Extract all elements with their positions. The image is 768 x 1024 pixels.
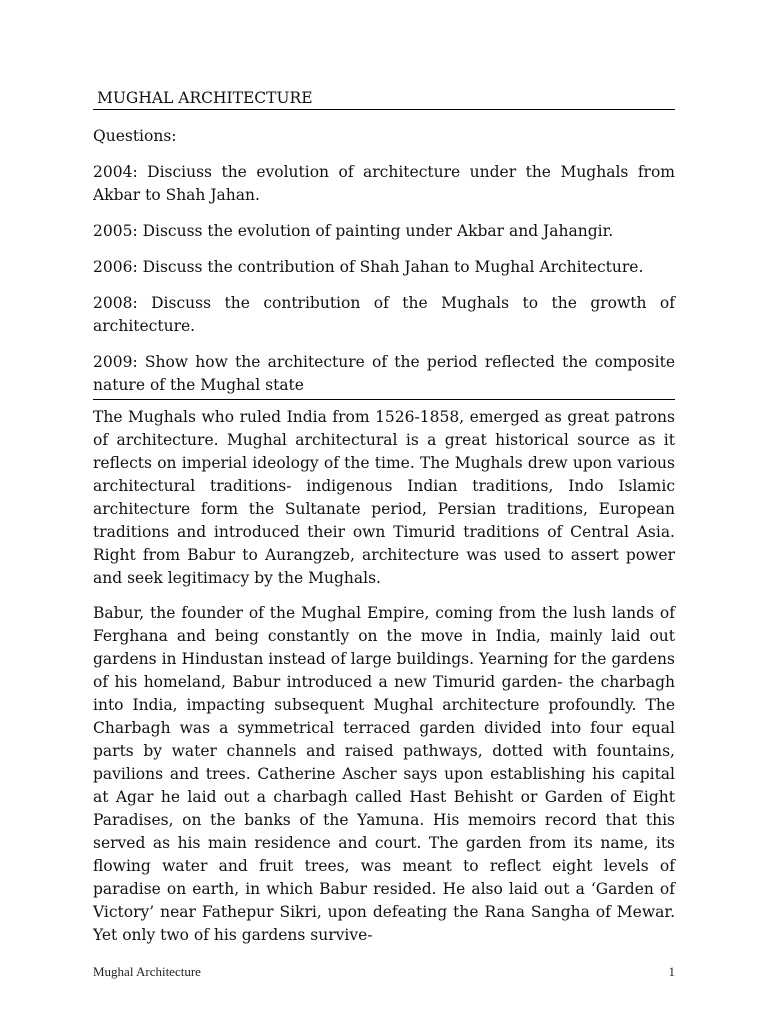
question-item: 2009: Show how the architecture of the period reflected the composite nature of the Mughal state — [93, 353, 675, 394]
body-paragraph: Babur, the founder of the Mughal Empire, coming from the lush lands of Ferghana and being constantly on the move in India, mainly laid out gardens in Hindustan instead of large buildings. Yearning for the gardens of his homeland, Babur introduced a new Timurid garden- the charbagh into India, impacting subsequent Mughal architecture profoundly. The Charbagh was a symmetrical terraced garden divided into four equal parts by water channels and raised pathways, dotted with fountains, pavilions and trees. Catherine Ascher says upon establishing his capital at Agar he laid out a charbagh called Hast Behisht or Garden of Eight Paradises, on the banks of the Yamuna. His memoirs record that this served as his main residence and court. The garden from its name, its flowing water and fruit trees, was meant to reflect eight levels of paradise on earth, in which Babur resided. He also laid out a ‘Garden of Victory’ near Fathepur Sikri, upon defeating the Rana Sangha of Mewar. Yet only two of his gardens survive- — [93, 604, 675, 944]
question-item: 2005: Discuss the evolution of painting under Akbar and Jahangir. — [93, 222, 614, 240]
page-title: MUGHAL ARCHITECTURE — [97, 89, 313, 107]
question-item: 2004: Disciuss the evolution of architecture under the Mughals from Akbar to Shah Jahan. — [93, 163, 675, 204]
page-number: 1 — [668, 964, 675, 979]
body-text — [93, 406, 675, 959]
question-item: 2008: Discuss the contribution of the Mughals to the growth of architecture. — [93, 294, 675, 335]
questions-section — [93, 125, 675, 400]
body-paragraph: The Mughals who ruled India from 1526-1858, emerged as great patrons of architecture. Mughal architectural is a great historical source as it reflects on imperial ideology of the time. The Mughals drew upon various architectural traditions- indigenous Indian traditions, Indo Islamic architecture form the Sultanate period, Persian traditions, European traditions and introduced their own Timurid traditions of Central Asia. Right from Babur to Aurangzeb, architecture was used to assert power and seek legitimacy by the Mughals. — [93, 408, 675, 587]
question-item: 2006: Discuss the contribution of Shah Jahan to Mughal Architecture. — [93, 258, 644, 276]
footer-title: Mughal Architecture — [93, 964, 201, 979]
questions-label: Questions: — [93, 127, 177, 145]
page-footer — [93, 964, 675, 980]
document-header — [93, 88, 675, 110]
